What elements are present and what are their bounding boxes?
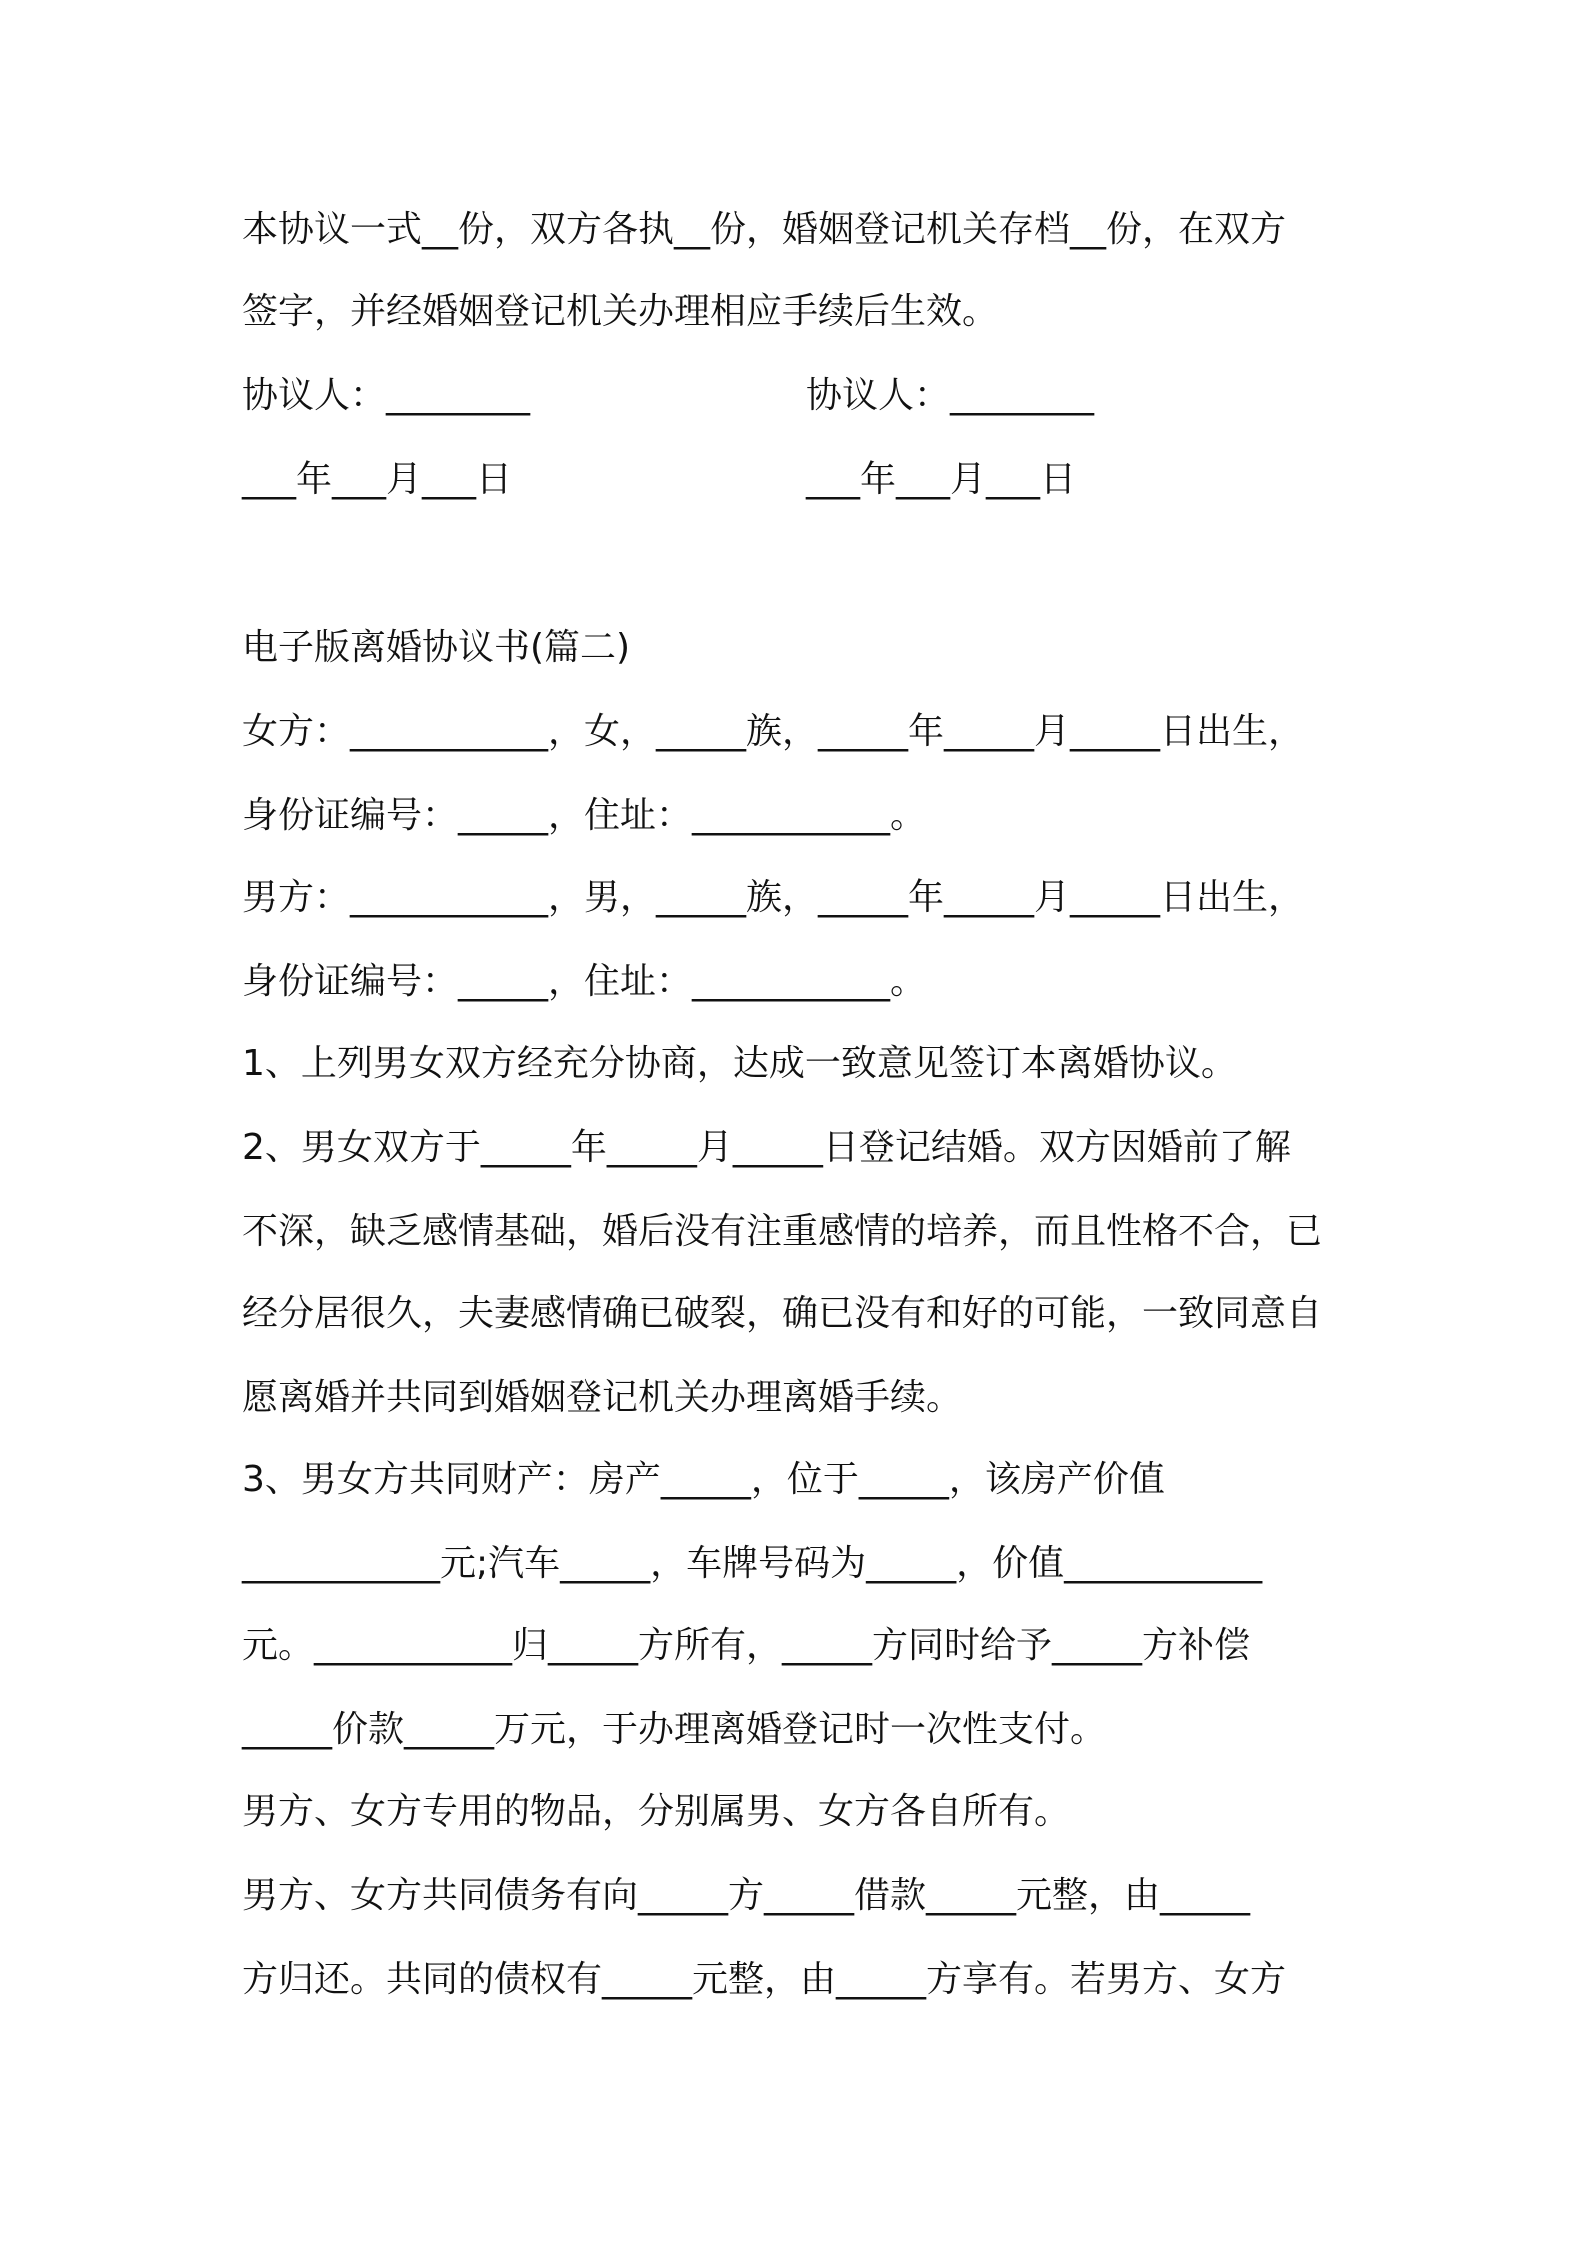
section-title: 电子版离婚协议书(篇二) [242, 627, 631, 668]
clause-3-line-3: 元。___________归_____方所有，_____方同时给予_____方补偿 [242, 1625, 1251, 1666]
debt-clause-line-2: 方归还。共同的债权有_____元整，由_____方享有。若男方、女方 [242, 1959, 1287, 2000]
personal-items-clause: 男方、女方专用的物品，分别属男、女方各自所有。 [242, 1791, 1071, 1832]
date-left: ___年___月___日 [242, 459, 513, 500]
clause-2-line-4: 愿离婚并共同到婚姻登记机关办理离婚手续。 [242, 1377, 963, 1418]
clause-3-line-2: ___________元;汽车_____，车牌号码为_____，价值___________ [242, 1543, 1263, 1584]
copies-clause-line-2: 签字，并经婚姻登记机关办理相应手续后生效。 [242, 291, 999, 332]
signer-right: 协议人：________ [806, 375, 1095, 416]
date-right: ___年___月___日 [806, 459, 1077, 500]
male-info-line-1: 男方：___________，男，_____族，_____年_____月_____日出生， [242, 877, 1305, 918]
clause-1: 1、上列男女双方经充分协商，达成一致意见签订本离婚协议。 [242, 1043, 1237, 1084]
female-info-line-1: 女方：___________，女，_____族，_____年_____月_____日出生， [242, 711, 1305, 752]
clause-2-line-2: 不深，缺乏感情基础，婚后没有注重感情的培养，而且性格不合，已 [242, 1211, 1323, 1252]
clause-2-line-1: 2、男女双方于_____年_____月_____日登记结婚。双方因婚前了解 [242, 1127, 1291, 1168]
copies-clause-line-1: 本协议一式__份，双方各执__份，婚姻登记机关存档__份，在双方 [242, 209, 1287, 250]
signer-left: 协议人：________ [242, 375, 531, 416]
debt-clause-line-1: 男方、女方共同债务有向_____方_____借款_____元整，由_____ [242, 1875, 1251, 1916]
female-info-line-2: 身份证编号：_____，住址：___________。 [242, 795, 927, 836]
clause-3-line-1: 3、男女方共同财产：房产_____，位于_____，该房产价值 [242, 1459, 1165, 1500]
clause-2-line-3: 经分居很久，夫妻感情确已破裂，确已没有和好的可能，一致同意自 [242, 1293, 1323, 1334]
male-info-line-2: 身份证编号：_____，住址：___________。 [242, 961, 927, 1002]
clause-3-line-4: _____价款_____万元，于办理离婚登记时一次性支付。 [242, 1709, 1107, 1750]
